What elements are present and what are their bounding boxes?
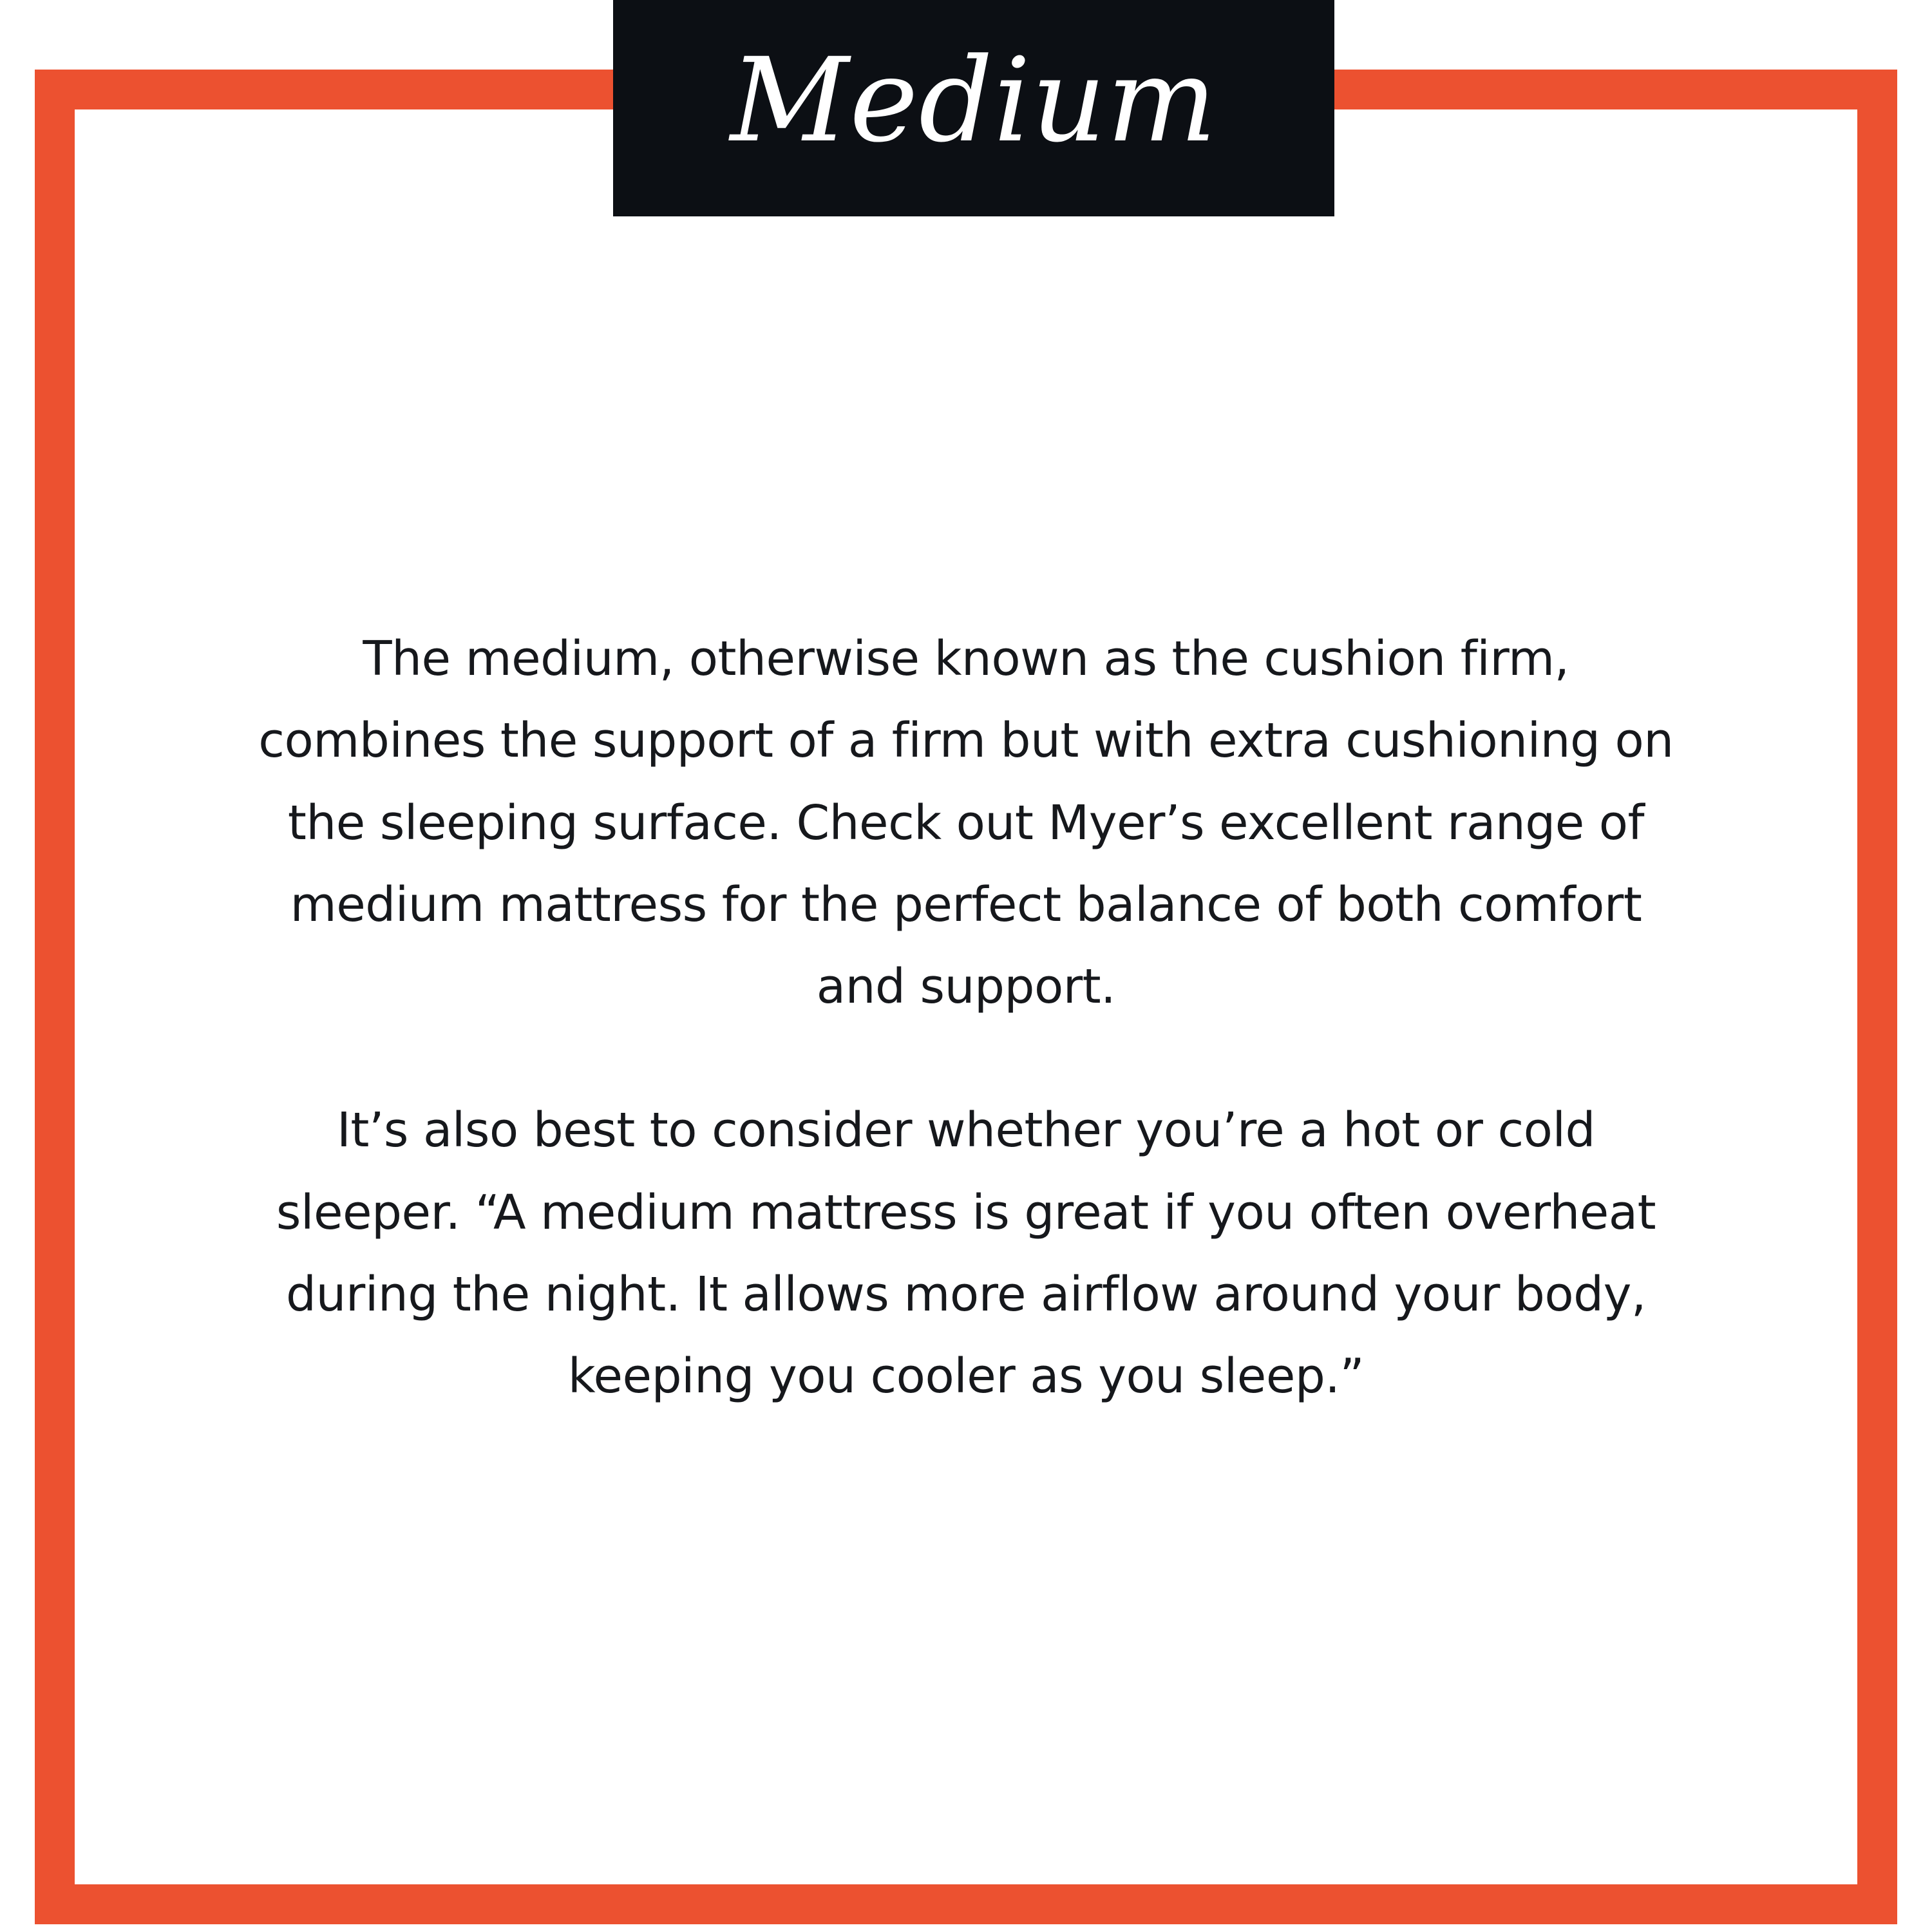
paragraph-1: The medium, otherwise known as the cushion firm, combines the support of a firm but with extra cushioning on the sleeping surface. Check out Myer’s excellent range of medium mattress for the perfect balance of both comfort and support. (258, 631, 1674, 1015)
title-banner (613, 0, 1334, 216)
body-content (245, 618, 1687, 1417)
paragraph-2: It’s also best to consider whether you’re a hot or cold sleeper. “A medium mattress is great if you often overheat during the night. It allows more airflow around your body, keeping you cooler as you sleep.” (276, 1103, 1656, 1405)
page-title: Medium (730, 33, 1218, 168)
